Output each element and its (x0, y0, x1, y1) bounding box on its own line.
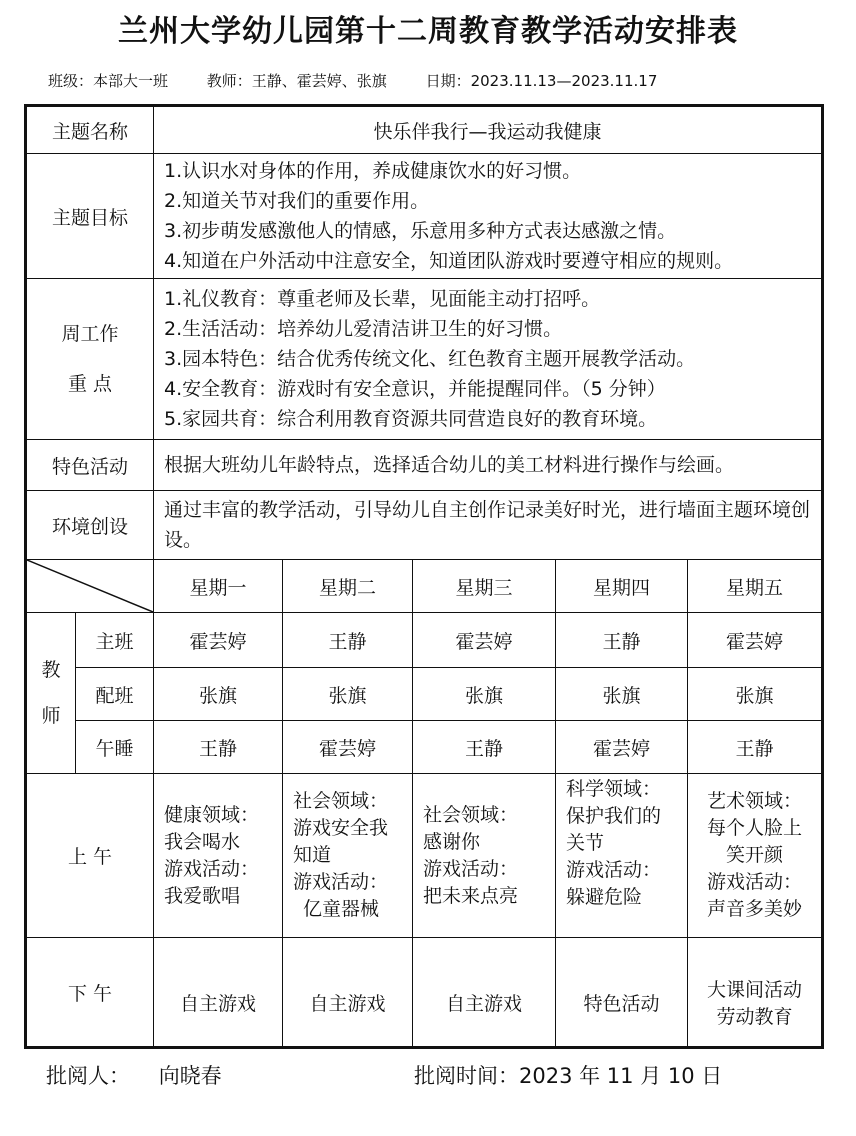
focus-item: 5.家园共育：综合利用教育资源共同营造良好的教育环境。 (164, 408, 658, 430)
day-header: 星期三 (413, 560, 556, 613)
afternoon-cell (556, 938, 688, 1048)
cell-line: 科学领域： (566, 778, 662, 800)
reviewer-label: 批阅人： (46, 1064, 130, 1088)
cell-line: 感谢你 (423, 830, 481, 853)
cell-line: 游戏安全我 (293, 817, 389, 839)
teacher-row-main (26, 613, 823, 668)
role-cell: 张旗 (283, 668, 413, 721)
teacher-group-label-line2: 师 (41, 705, 61, 727)
day-header: 星期四 (556, 560, 688, 613)
goal-item: 1.认识水对身体的作用，养成健康饮水的好习惯。 (164, 160, 582, 182)
days-header-row (26, 560, 823, 613)
focus-item: 4.安全教育：游戏时有安全意识，并能提醒同伴。（5 分钟） (164, 378, 666, 400)
special-label: 特色活动 (26, 440, 154, 491)
goal-item: 4.知道在户外活动中注意安全，知道团队游戏时要遵守相应的规则。 (164, 250, 734, 272)
role-label: 主班 (76, 613, 154, 668)
morning-row (26, 774, 823, 938)
role-cell: 霍芸婷 (556, 721, 688, 774)
focus-item: 2.生活活动：培养幼儿爱清洁讲卫生的好习惯。 (164, 318, 563, 340)
cell-line: 特色活动 (583, 992, 660, 1015)
focus-row (26, 279, 823, 440)
cell-line: 自主游戏 (446, 992, 523, 1015)
cell-line: 自主游戏 (180, 992, 257, 1015)
goals-row (26, 154, 823, 279)
cell-line: 游戏活动： (423, 857, 519, 880)
cell-line: 健康领域： (164, 803, 260, 826)
environment-value: 通过丰富的教学活动，引导幼儿自主创作记录美好时光，进行墙面主题环境创设。 (154, 491, 823, 560)
theme-label: 主题名称 (26, 106, 154, 154)
schedule-table (24, 104, 824, 1049)
cell-line: 自主游戏 (309, 992, 386, 1015)
role-cell: 张旗 (413, 668, 556, 721)
role-cell: 霍芸婷 (283, 721, 413, 774)
cell-line: 关节 (566, 832, 605, 854)
teacher-group-label (26, 613, 76, 774)
role-cell: 王静 (154, 721, 283, 774)
morning-cell (688, 774, 823, 938)
cell-line: 大课间活动 (707, 979, 803, 1001)
teacher-group-label-line1: 教 (41, 659, 61, 681)
role-cell: 王静 (413, 721, 556, 774)
cell-line: 知道 (293, 844, 332, 866)
day-header: 星期一 (154, 560, 283, 613)
cell-line: 游戏活动： (164, 857, 260, 880)
focus-label (26, 279, 154, 440)
morning-cell (283, 774, 413, 938)
focus-item: 3.园本特色：结合优秀传统文化、红色教育主题开展教学活动。 (164, 348, 696, 370)
cell-line: 我会喝水 (164, 830, 241, 853)
cell-line: 游戏活动： (707, 871, 803, 893)
diagonal-line (27, 560, 153, 612)
cell-line: 游戏活动： (293, 871, 389, 893)
role-cell: 王静 (283, 613, 413, 668)
role-cell: 霍芸婷 (154, 613, 283, 668)
cell-line: 声音多美妙 (707, 898, 803, 920)
theme-value: 快乐伴我行—我运动我健康 (154, 106, 823, 154)
morning-cell (413, 774, 556, 938)
goals-label: 主题目标 (26, 154, 154, 279)
review-time: 批阅时间：2023 年 11 月 10 日 (414, 1064, 723, 1088)
afternoon-label: 下 午 (26, 938, 154, 1048)
focus-item: 1.礼仪教育：尊重老师及长辈，见面能主动打招呼。 (164, 288, 601, 310)
teacher-row-assist (26, 668, 823, 721)
day-header: 星期二 (283, 560, 413, 613)
role-cell: 王静 (688, 721, 823, 774)
header-meta (48, 70, 691, 91)
morning-cell (154, 774, 283, 938)
role-label: 配班 (76, 668, 154, 721)
role-cell: 王静 (556, 613, 688, 668)
special-row (26, 440, 823, 491)
environment-label: 环境创设 (26, 491, 154, 560)
environment-row (26, 491, 823, 560)
cell-line: 躲避危险 (566, 886, 643, 908)
special-value: 根据大班幼儿年龄特点，选择适合幼儿的美工材料进行操作与绘画。 (154, 440, 823, 491)
cell-line: 笑开颜 (726, 844, 784, 866)
role-cell: 张旗 (688, 668, 823, 721)
cell-line: 亿童器械 (303, 898, 380, 920)
morning-label: 上 午 (26, 774, 154, 938)
role-cell: 张旗 (154, 668, 283, 721)
morning-cell (556, 774, 688, 938)
role-cell: 张旗 (556, 668, 688, 721)
reviewer-name: 向晓春 (158, 1064, 222, 1088)
goal-item: 3.初步萌发感激他人的情感，乐意用多种方式表达感激之情。 (164, 220, 677, 242)
page-title: 兰州大学幼儿园第十二周教育教学活动安排表 (118, 14, 738, 49)
cell-line: 游戏活动： (566, 859, 662, 881)
teacher-info: 教师：王静、霍芸婷、张旗 (206, 72, 387, 90)
role-cell: 霍芸婷 (688, 613, 823, 668)
cell-line: 劳动教育 (716, 1006, 793, 1028)
afternoon-cell (283, 938, 413, 1048)
afternoon-cell (688, 938, 823, 1048)
focus-label-line2: 重 点 (67, 373, 113, 395)
cell-line: 社会领域： (293, 790, 389, 812)
teacher-row-nap (26, 721, 823, 774)
cell-line: 每个人脸上 (707, 817, 803, 839)
class-info: 班级：本部大一班 (48, 72, 169, 90)
date-info: 日期：2023.11.13—2023.11.17 (425, 72, 658, 90)
focus-list (154, 279, 823, 440)
cell-line: 艺术领域： (707, 790, 803, 812)
focus-label-line1: 周工作 (61, 323, 119, 345)
day-header: 星期五 (688, 560, 823, 613)
afternoon-cell (154, 938, 283, 1048)
afternoon-cell (413, 938, 556, 1048)
role-cell: 霍芸婷 (413, 613, 556, 668)
theme-row (26, 106, 823, 154)
goals-list (154, 154, 823, 279)
cell-line: 把未来点亮 (423, 884, 519, 907)
cell-line: 社会领域： (423, 803, 519, 826)
cell-line: 我爱歌唱 (164, 884, 241, 907)
diagonal-corner-cell (26, 560, 154, 613)
afternoon-row (26, 938, 823, 1048)
reviewer-block (46, 1060, 222, 1090)
goal-item: 2.知道关节对我们的重要作用。 (164, 190, 430, 212)
role-label: 午睡 (76, 721, 154, 774)
cell-line: 保护我们的 (566, 805, 662, 827)
